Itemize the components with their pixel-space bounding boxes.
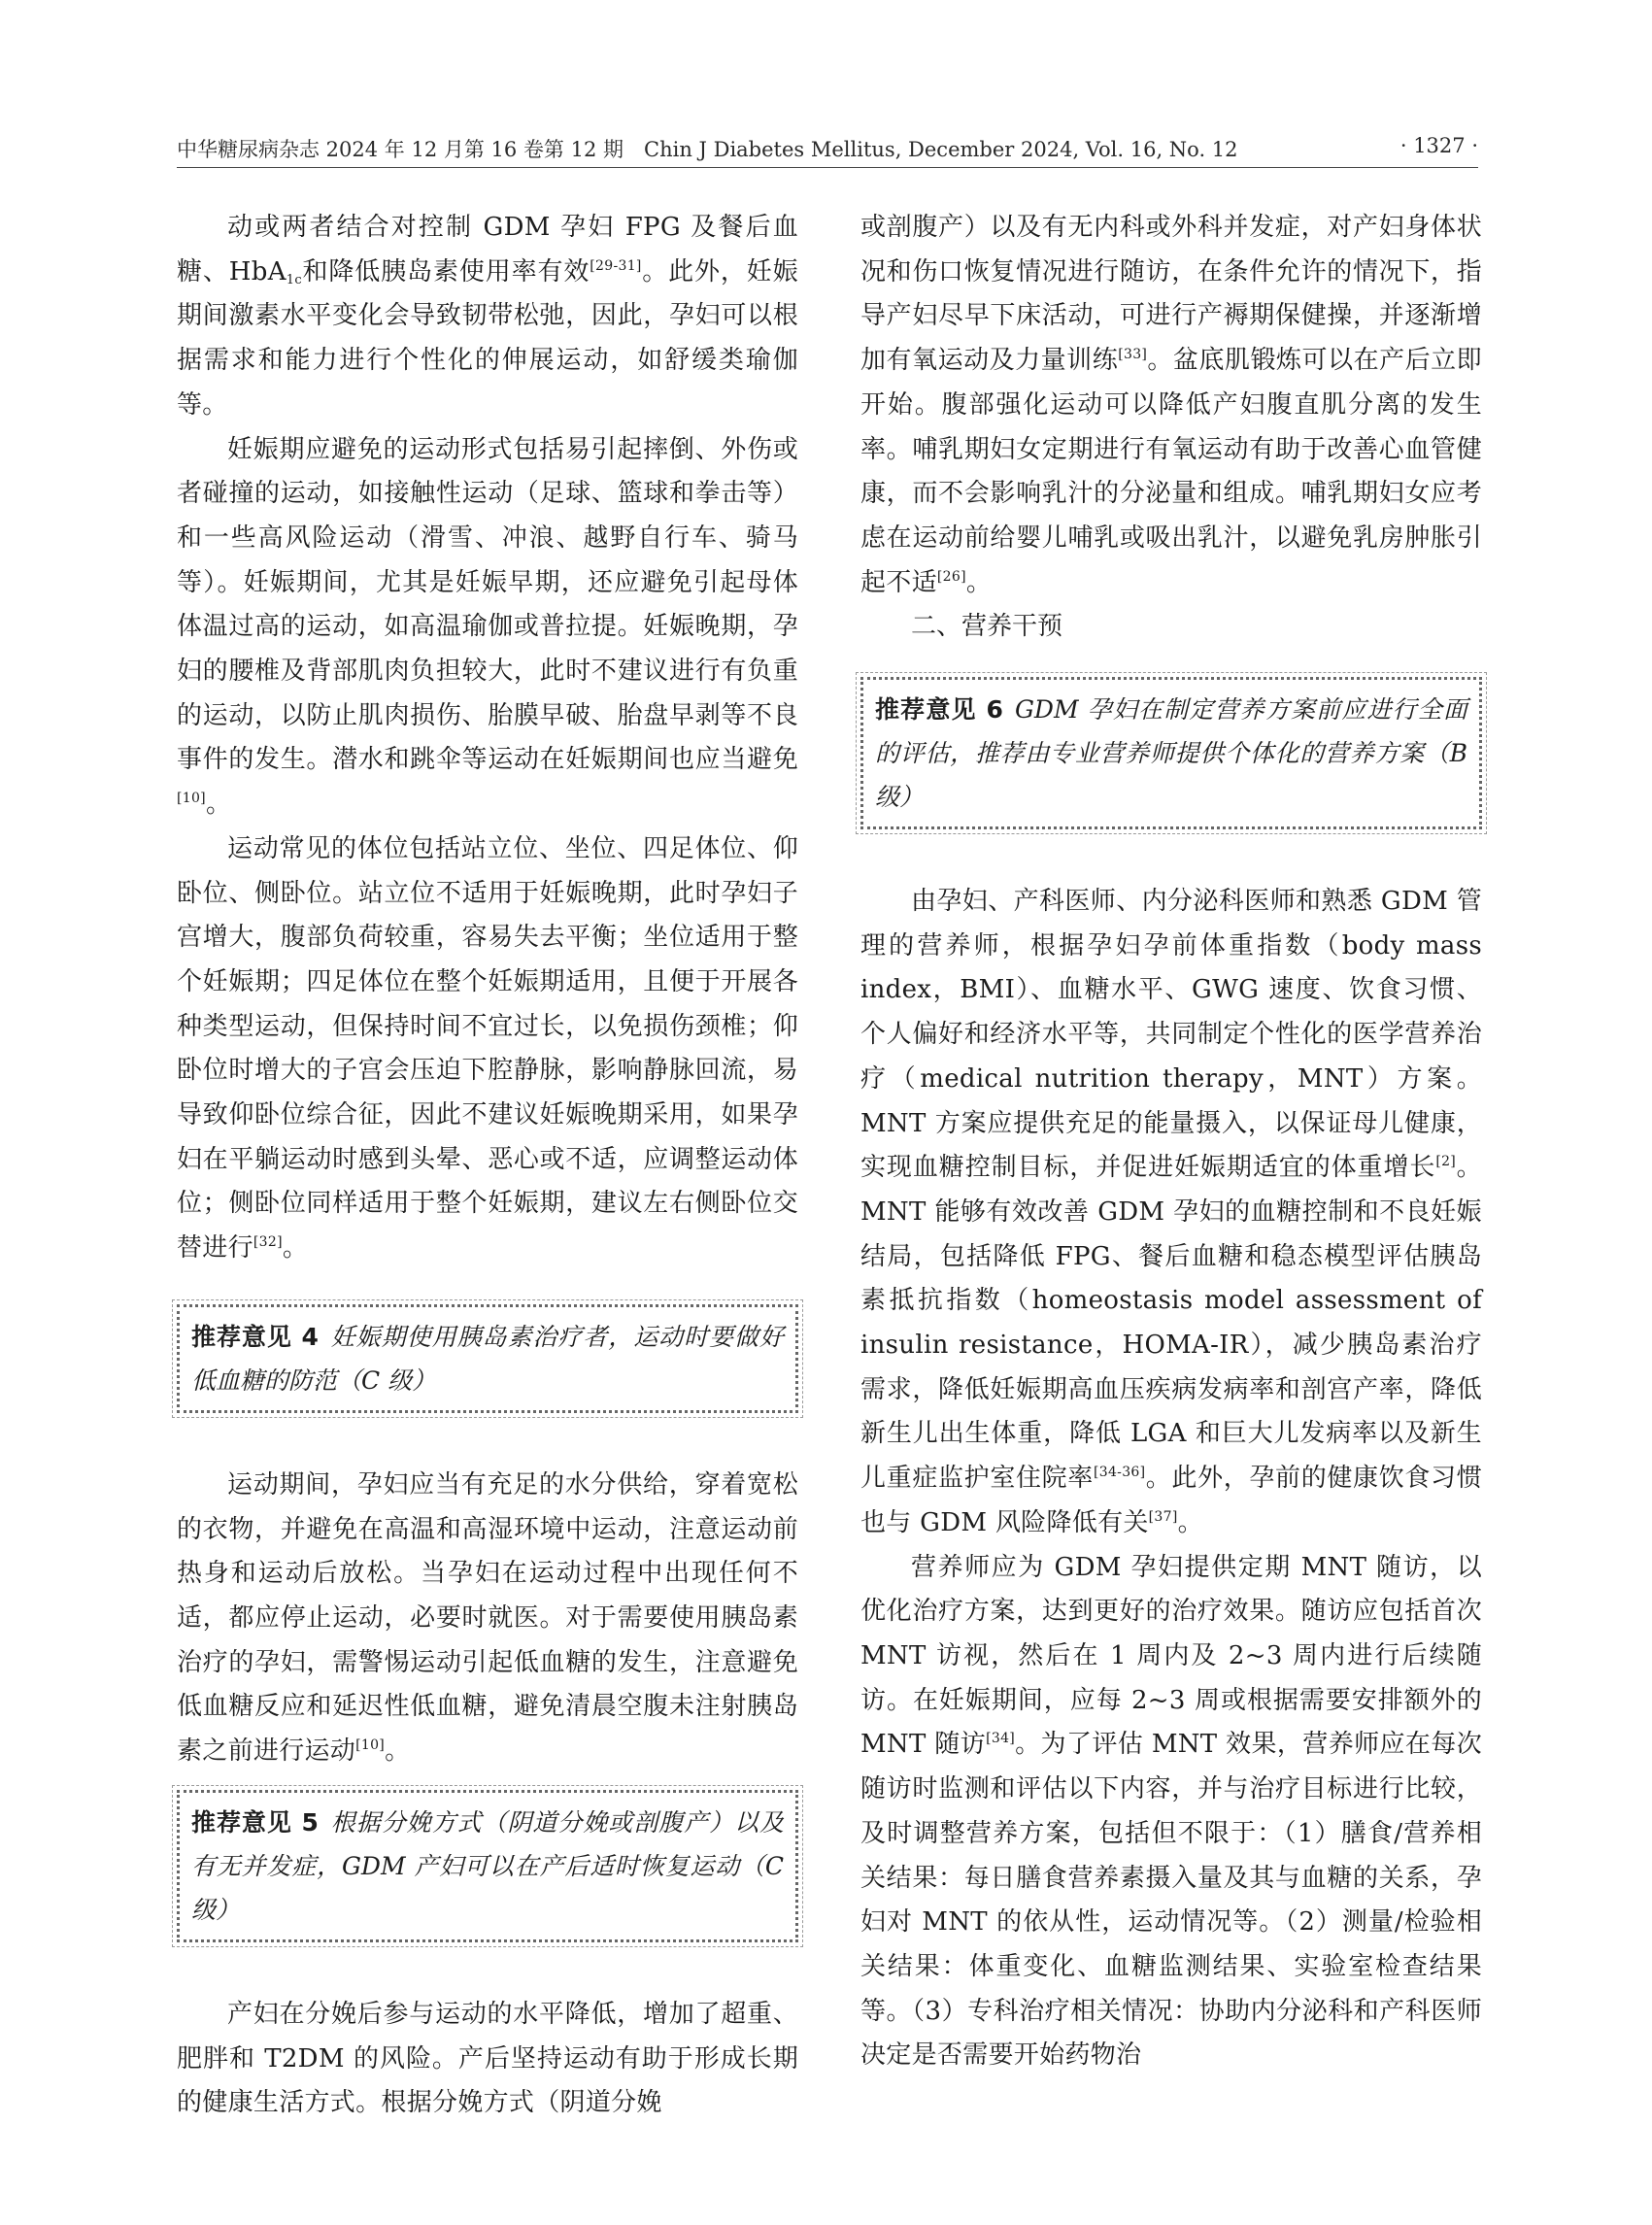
paragraph-postpartum-exercise <box>177 1993 798 2126</box>
paragraph-exercise-positions <box>177 827 798 1271</box>
paragraph-mnt-followup <box>860 1546 1482 2078</box>
text: 。为了评估 MNT 效果，营养师应在每次随访时监测和评估以下内容，并与治疗目标进行比较，及时调整营养方案，包括但不限于：（1）膳食/营养相关结果：每日膳食营养素摄入量及其与血糖的关系，孕妇对 MNT 的依从性，运动情况等。（2）测量/检验相关结果：体重变化、血糖监测结果、实验室检查结果等。（3）专科治疗相关情况：协助内分泌科和产科医师决定是否需要开始药物治 <box>860 1730 1483 2071</box>
recommendation-label: 推荐意见 5 <box>191 1807 319 1837</box>
journal-citation: 中华糖尿病杂志 2024 年 12 月第 16 卷第 12 期 Chin J Diabetes Mellitus, December 2024, Vol. 16, No. 12 <box>177 138 1238 161</box>
recommendation-text: 妊娠期使用胰岛素治疗者，运动时要做好低血糖的防范（C 级） <box>191 1322 784 1395</box>
section-heading-nutrition: 二、营养干预 <box>911 612 1063 642</box>
header-rule <box>177 167 1478 168</box>
text: 运动期间，孕妇应当有充足的水分供给，穿着宽松的衣物，并避免在高温和高湿环境中运动，注意运动前热身和运动后放松。当孕妇在运动过程中出现任何不适，都应停止运动，必要时就医。对于需要使用胰岛素治疗的孕妇，需警惕运动引起低血糖的发生，注意避免低血糖反应和延迟性低血糖，避免清晨空腹未注射胰岛素之前进行运动 <box>177 1469 798 1767</box>
subscript: 1c <box>286 272 302 287</box>
text: 。此外，妊娠期间激素水平变化会导致韧带松弛，因此，孕妇可以根据需求和能力进行个性化的伸展运动，如舒缓类瑜伽等。 <box>177 256 798 420</box>
citation: [34-36] <box>1093 1465 1146 1481</box>
text: 。此外，孕前的健康饮食习惯也与 GDM 风险降低有关 <box>860 1464 1483 1537</box>
text: 。 <box>282 1233 309 1264</box>
citation: [37] <box>1148 1508 1178 1525</box>
recommendation-text: 根据分娩方式（阴道分娩或剖腹产）以及有无并发症，GDM 产妇可以在产后适时恢复运动（C 级） <box>191 1807 784 1924</box>
citation: [32] <box>253 1234 283 1251</box>
text: 。 <box>1177 1507 1203 1537</box>
citation: [2] <box>1435 1154 1457 1170</box>
recommendation-4-box <box>177 1304 798 1413</box>
left-column <box>177 206 798 2126</box>
running-header <box>177 134 1478 171</box>
paragraph-postpartum-followup <box>860 206 1482 605</box>
paragraph-mnt-plan <box>860 880 1482 1546</box>
text: 妊娠期应避免的运动形式包括易引起摔倒、外伤或者碰撞的运动，如接触性运动（足球、篮球和拳击等）和一些高风险运动（滑雪、冲浪、越野自行车、骑马等）。妊娠期间，尤其是妊娠早期，还应避免引起母体体温过高的运动，如高温瑜伽或普拉提。妊娠晚期，孕妇的腰椎及背部肌肉负担较大，此时不建议进行有负重的运动，以防止肌肉损伤、胎膜早破、胎盘早剥等不良事件的发生。潜水和跳伞等运动在妊娠期间也应当避免 <box>177 434 798 775</box>
paragraph-avoid-exercise <box>177 428 798 827</box>
text: 由孕妇、产科医师、内分泌科医师和熟悉 GDM 管理的营养师，根据孕妇孕前体重指数（body mass index，BMI）、血糖水平、GWG 速度、饮食习惯、个人偏好和经济水平等，共同制定个性化的医学营养治疗（medical nutrition therapy，MNT）方案。MNT 方案应提供充足的能量摄入，以保证母儿健康，实现血糖控制目标，并促进妊娠期适宜的体重增长 <box>860 887 1482 1183</box>
recommendation-5 <box>191 1801 784 1932</box>
citation: [26] <box>936 568 966 585</box>
recommendation-6-box <box>860 677 1482 829</box>
recommendation-text: GDM 孕妇在制定营养方案前应进行全面的评估，推荐由专业营养师提供个体化的营养方案（B 级） <box>875 695 1467 812</box>
recommendation-6 <box>875 688 1467 819</box>
text: 。MNT 能够有效改善 GDM 孕妇的血糖控制和不良妊娠结局，包括降低 FPG、餐后血糖和稳态模型评估胰岛素抵抗指数（homeostasis model assessment of insulin resistance，HOMA-IR），减少胰岛素治疗需求，降低妊娠期高血压疾病发病率和剖宫产率，降低新生儿出生体重，降低 LGA 和巨大儿发病率以及新生儿重症监护室住院率 <box>860 1153 1482 1494</box>
text: 或剖腹产）以及有无内科或外科并发症，对产妇身体状况和伤口恢复情况进行随访，在条件允许的情况下，指导产妇尽早下床活动，可进行产褥期保健操，并逐渐增加有氧运动及力量训练 <box>860 213 1482 376</box>
text: 。 <box>965 567 993 597</box>
text: 运动常见的体位包括站立位、坐位、四足体位、仰卧位、侧卧位。站立位不适用于妊娠晚期，此时孕妇子宫增大，腹部负荷较重，容易失去平衡；坐位适用于整个妊娠期；四足体位在整个妊娠期适用，且便于开展各种类型运动，但保持时间不宜过长，以免损伤颈椎；仰卧位时增大的子宫会压迫下腔静脉，影响静脉回流，易导致仰卧位综合征，因此不建议妊娠晚期采用，如果孕妇在平躺运动时感到头晕、恶心或不适，应调整运动体位；侧卧位同样适用于整个妊娠期，建议左右侧卧位交替进行 <box>177 833 798 1264</box>
right-column <box>860 206 1482 2078</box>
recommendation-4 <box>191 1315 784 1402</box>
text: 产妇在分娩后参与运动的水平降低，增加了超重、肥胖和 T2DM 的风险。产后坚持运动有助于形成长期的健康生活方式。根据分娩方式（阴道分娩 <box>177 1999 798 2118</box>
text: 动或两者结合对控制 GDM 孕妇 FPG 及餐后血糖、HbA <box>177 213 798 287</box>
citation: [29-31] <box>590 257 642 274</box>
text: 和降低胰岛素使用率有效 <box>301 256 590 287</box>
page-number: · 1327 · <box>1399 134 1478 157</box>
text: 营养师应为 GDM 孕妇提供定期 MNT 随访，以优化治疗方案，达到更好的治疗效果。随访应包括首次 MNT 访视，然后在 1 周内及 2~3 周内进行后续随访。在妊娠期间，应每 2~3 周或根据需要安排额外的 MNT 随访 <box>860 1552 1482 1760</box>
citation: [34] <box>986 1731 1016 1747</box>
text: 。 <box>385 1736 411 1767</box>
citation: [10] <box>177 791 206 807</box>
recommendation-label: 推荐意见 4 <box>191 1322 319 1351</box>
citation: [10] <box>355 1737 386 1754</box>
text: 。盆底肌锻炼可以在产后立即开始。腹部强化运动可以降低产妇腹直肌分离的发生率。哺乳期妇女定期进行有氧运动有助于改善心血管健康，而不会影响乳汁的分泌量和组成。哺乳期妇女应考虑在运动前给婴儿哺乳或吸出乳汁，以避免乳房肿胀引起不适 <box>860 346 1482 597</box>
recommendation-5-box <box>177 1790 798 1942</box>
paragraph-exercise-safety <box>177 1464 798 1774</box>
text: 。 <box>205 790 232 820</box>
recommendation-label: 推荐意见 6 <box>875 695 1003 725</box>
citation: [33] <box>1118 347 1148 363</box>
paragraph-exercise-effect <box>177 206 798 428</box>
